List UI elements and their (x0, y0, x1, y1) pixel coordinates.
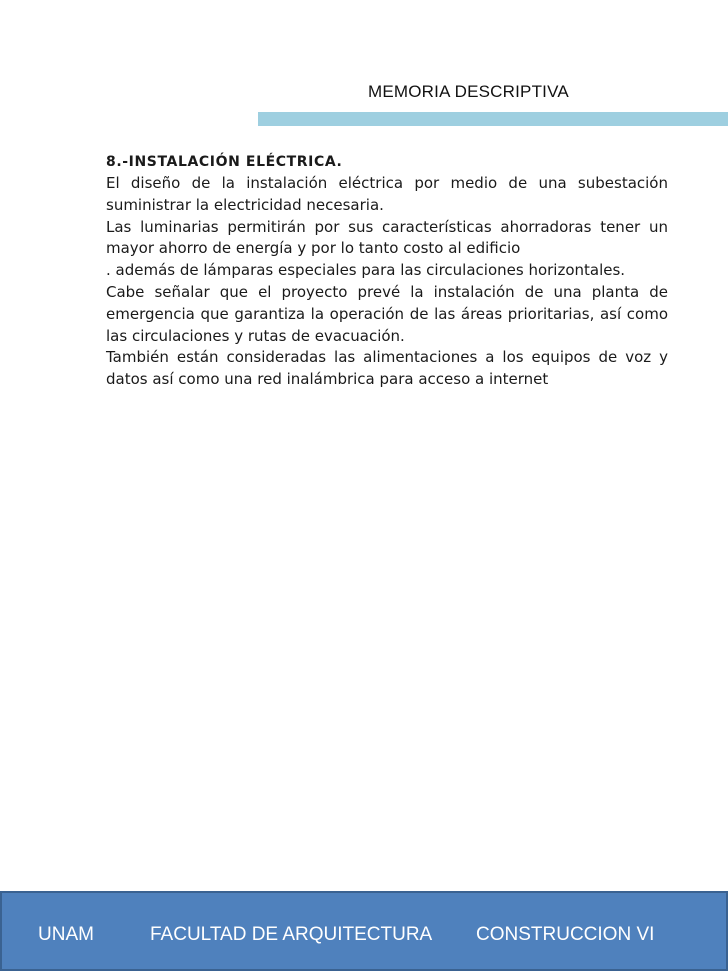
paragraph-emergency-plant: Cabe señalar que el proyecto prevé la instalación de una planta de emergencia que garantiza la operación de las áreas prioritarias, así como las circulaciones y rutas de evacuación. (106, 282, 668, 345)
section-content (106, 152, 668, 391)
footer-bar (0, 891, 728, 971)
paragraph-special-lamps: . además de lámparas especiales para las circulaciones horizontales. (106, 261, 626, 280)
footer-course: CONSTRUCCION VI (476, 924, 655, 945)
page-title: MEMORIA DESCRIPTIVA (368, 82, 569, 101)
paragraph-voice-data: También están consideradas las alimentaciones a los equipos de voz y datos así como una red inalámbrica para acceso a internet (106, 348, 668, 389)
paragraph-substation: El diseño de la instalación eléctrica por medio de una subestación suministrar la electricidad necesaria. (106, 174, 668, 214)
header-accent-bar (258, 112, 728, 126)
paragraph-luminaires: Las luminarias permitirán por sus características ahorradoras tener un mayor ahorro de energía y por lo tanto costo al edificio (106, 217, 668, 258)
footer-institution: UNAM (38, 924, 94, 945)
footer-faculty: FACULTAD DE ARQUITECTURA (150, 924, 433, 945)
section-heading: 8.-INSTALACIÓN ELÉCTRICA. (106, 154, 343, 170)
